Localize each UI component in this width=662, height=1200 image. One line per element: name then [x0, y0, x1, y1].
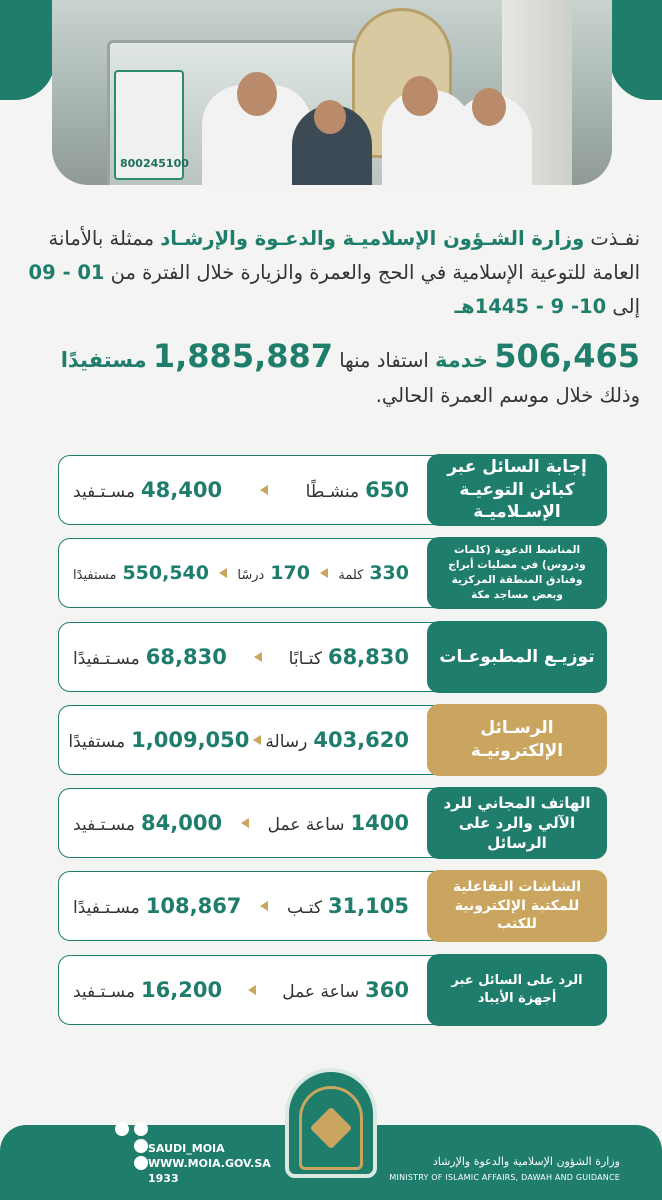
- summary-closing: وذلك خلال موسم العمرة الحالي.: [375, 384, 640, 407]
- services-label: خدمة: [435, 348, 489, 372]
- card-label: الشاشات التفاعلية للمكتبة الإلكترونية للكتب: [427, 870, 607, 942]
- card-label: الرسـائل الإلكترونيـة: [427, 704, 607, 776]
- card-value-2: 84,000: [141, 811, 223, 835]
- card-label: الرد على السائل عبر أجهزة الأيباد: [427, 954, 607, 1026]
- card-unit-2: مسـتـفيد: [73, 815, 136, 835]
- stat-card-electronic-messages: [58, 705, 606, 775]
- card-value-1: 403,620: [313, 728, 409, 752]
- card-unit-1: رسالة: [265, 732, 308, 752]
- person-head: [237, 72, 277, 116]
- card-label: توزيـع المطبوعـات: [427, 621, 607, 693]
- facebook-icon[interactable]: [115, 1122, 129, 1136]
- card-unit-mid: درسًا: [237, 568, 265, 583]
- arrow-icon: [260, 901, 268, 911]
- card-value-mid: 170: [270, 562, 310, 584]
- card-value-1: 68,830: [327, 645, 409, 669]
- card-unit-1: ساعة عمل: [267, 815, 345, 835]
- twitter-icon[interactable]: [134, 1139, 148, 1153]
- person-head: [314, 100, 346, 134]
- stat-card-dawah-activities: [58, 538, 606, 608]
- card-unit-1: ساعة عمل: [282, 982, 360, 1002]
- stat-card-ipad: [58, 955, 606, 1025]
- arrow-icon: [248, 985, 256, 995]
- card-value-2: 68,830: [145, 645, 227, 669]
- ministry-name-en: MINISTRY OF ISLAMIC AFFAIRS, DAWAH AND GUIDANCE: [389, 1173, 620, 1182]
- stat-card-printed-materials: [58, 622, 606, 692]
- summary-stats: [20, 338, 640, 379]
- card-value-1: 360: [365, 978, 409, 1002]
- card-value-1: 31,105: [327, 894, 409, 918]
- card-value-2: 48,400: [141, 478, 223, 502]
- beneficiaries-label: مستفيدًا: [60, 348, 147, 372]
- card-unit-2: مسـتـفيدًا: [73, 898, 140, 918]
- card-value-1: 650: [365, 478, 409, 502]
- person-head: [402, 76, 438, 116]
- stat-card-free-hotline: [58, 788, 606, 858]
- services-value: 506,465: [494, 337, 640, 375]
- card-unit-1: كتـب: [287, 898, 322, 918]
- card-label: الهاتف المجاني للرد الآلي والرد على الرسائل: [427, 787, 607, 859]
- stat-card-interactive-screens: [58, 871, 606, 941]
- card-unit-2: مستفيدًا: [68, 732, 126, 752]
- social-handle[interactable]: SAUDI_MOIA: [148, 1142, 225, 1155]
- youtube-icon[interactable]: [134, 1156, 148, 1170]
- corner-decoration-left: [0, 0, 55, 100]
- card-value-1: 330: [369, 562, 409, 584]
- card-unit-2: مسـتـفيد: [73, 982, 136, 1002]
- intro-paragraph: [20, 222, 640, 324]
- hotline-number[interactable]: 1933: [148, 1172, 179, 1185]
- social-icons: [112, 1122, 148, 1182]
- card-label: المناشط الدعوية (كلمات ودروس) في مصليات أبراج وفنادق المنطقة المركزية وبعض مساجد مكة: [427, 537, 607, 609]
- corner-decoration-right: [610, 0, 662, 100]
- card-label: إجابة السائل عبر كبائن التوعيـة الإسـلاميـة: [427, 454, 607, 526]
- footer-ministry: [380, 1154, 620, 1186]
- intro-middle: ممثلة بالأمانة العامة للتوعية الإسلامية في الحج والعمرة والزيارة خلال الفترة من: [48, 227, 640, 284]
- website-link[interactable]: WWW.MOIA.GOV.SA: [148, 1157, 271, 1170]
- summary-middle: استفاد منها: [339, 349, 429, 372]
- instagram-icon[interactable]: [134, 1122, 148, 1136]
- hero-photo: [52, 0, 612, 185]
- card-value-2: 16,200: [141, 978, 223, 1002]
- arrow-icon: [320, 568, 328, 578]
- card-unit-1: منشـطًا: [305, 482, 360, 502]
- footer-contact: [148, 1141, 318, 1186]
- card-unit-1: كلمة: [338, 568, 364, 583]
- card-value-1: 1400: [350, 811, 409, 835]
- arrow-icon: [219, 568, 227, 578]
- booth-phone-number: 800245100: [120, 157, 189, 170]
- arrow-icon: [254, 652, 262, 662]
- date-to: 10- 9 - 1445هـ: [454, 295, 607, 318]
- card-value-2: 1,009,050: [131, 728, 250, 752]
- ministry-name-ar: وزارة الشؤون الإسلامية والدعوة والإرشاد: [432, 1155, 620, 1168]
- card-unit-2: مسـتـفيدًا: [73, 649, 140, 669]
- arrow-icon: [241, 818, 249, 828]
- arrow-icon: [253, 735, 261, 745]
- ministry-name: وزارة الشـؤون الإسلاميـة والدعـوة والإرشـاد: [160, 227, 585, 250]
- date-from: 01 - 09: [28, 261, 105, 284]
- card-unit-2: مسـتـفيد: [73, 482, 136, 502]
- intro-prefix: نفـذت: [584, 227, 640, 250]
- person-head: [472, 88, 506, 126]
- intro-to: إلى: [606, 295, 640, 318]
- arrow-icon: [260, 485, 268, 495]
- booth-sign: [114, 70, 189, 180]
- beneficiaries-value: 1,885,887: [152, 337, 334, 375]
- card-unit-2: مستفيدًا: [73, 568, 117, 583]
- card-value-2: 550,540: [122, 562, 209, 584]
- stat-card-booths: [58, 455, 606, 525]
- card-value-2: 108,867: [145, 894, 242, 918]
- card-unit-1: كتـابًا: [288, 649, 322, 669]
